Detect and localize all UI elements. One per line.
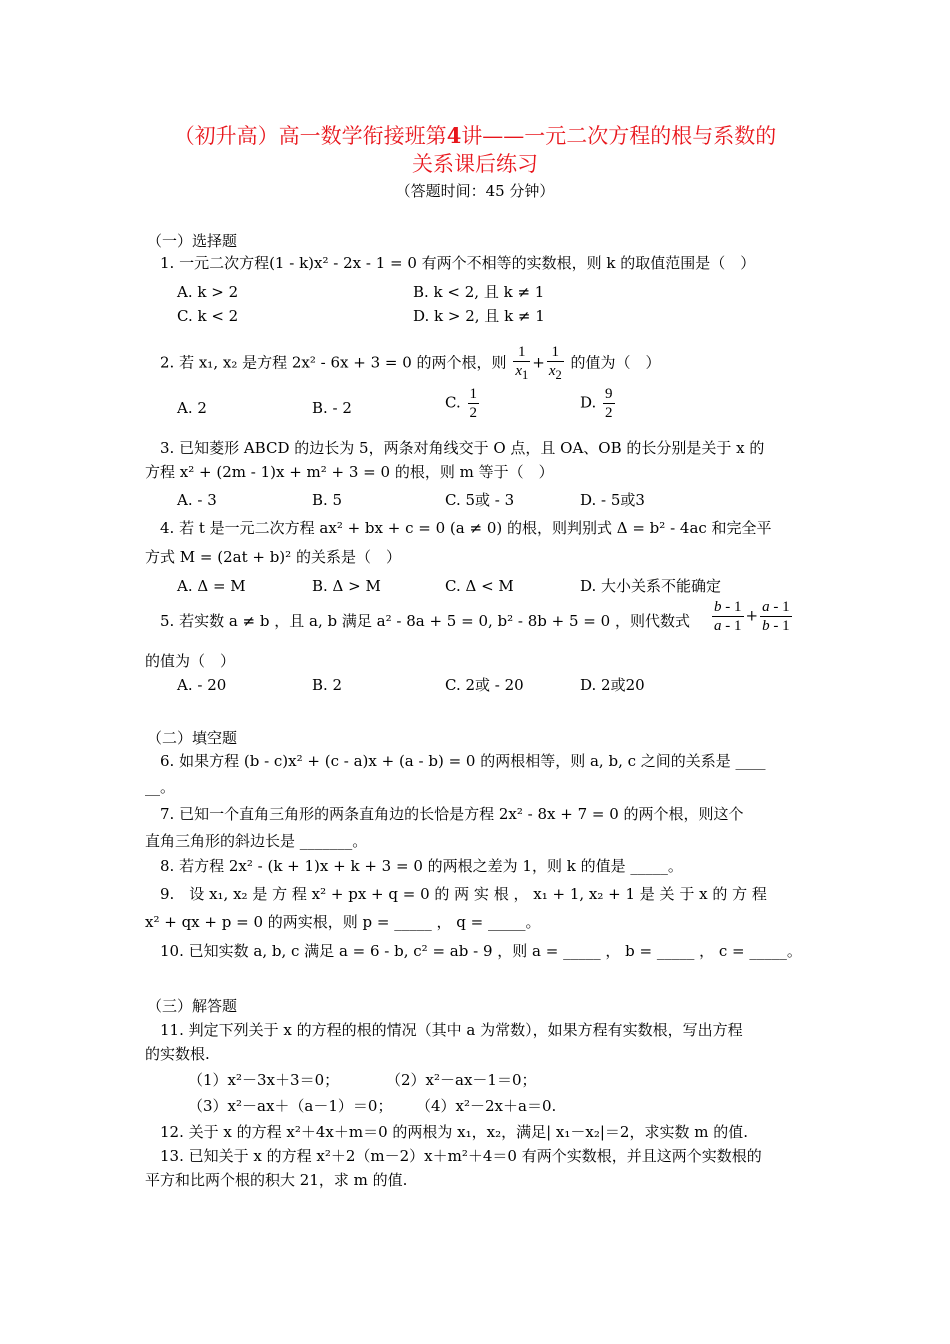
section-solve: （三）解答题 <box>147 997 238 1015</box>
q4-line-1: 4. 若 t 是一元二次方程 ax² + bx + c = 0 (a ≠ 0) 的根，则判别式 Δ = b² - 4ac 和完全平 <box>160 519 772 537</box>
q12: 12. 关于 x 的方程 x²＋4x＋m＝0 的两根为 x₁，x₂，满足| x₁－x₂|＝2，求实数 m 的值. <box>160 1123 749 1141</box>
q7-line-2: 直角三角形的斜边长是 _______。 <box>145 832 368 850</box>
q13-line-2: 平方和比两个根的积大 21，求 m 的值. <box>145 1171 408 1189</box>
q11-part-4: （4）x²－2x＋a＝0. <box>416 1097 557 1115</box>
q2-option-d: D. $\frac{9}{2}$ <box>580 386 613 421</box>
q13-line-1: 13. 已知关于 x 的方程 x²＋2（m－2）x＋m²＋4＝0 有两个实数根，并且这两个实数根的 <box>160 1147 762 1165</box>
q4-option-d: D. 大小关系不能确定 <box>580 577 722 595</box>
q2-option-a: A. 2 <box>177 399 207 417</box>
q5-option-d: D. 2或20 <box>580 676 645 694</box>
q1-option-c: C. k < 2 <box>177 307 239 325</box>
q5-option-a: A. - 20 <box>177 676 227 694</box>
q1-option-b: B. k < 2, 且 k ≠ 1 <box>413 283 545 301</box>
q11-part-2: （2）x²－ax－1＝0； <box>386 1071 537 1089</box>
section-fill: （二）填空题 <box>147 729 238 747</box>
q3-option-c: C. 5或 - 3 <box>445 491 515 509</box>
q3-line-2: 方程 x² + (2m - 1)x + m² + 3 = 0 的根，则 m 等于（ ） <box>145 463 554 481</box>
q2-option-c: C. $\frac{1}{2}$ <box>445 386 477 421</box>
q8: 8. 若方程 2x² - (k + 1)x + k + 3 = 0 的两根之差为 1，则 k 的值是 _____。 <box>160 857 683 875</box>
q11-part-3: （3）x²－ax＋（a－1）＝0； <box>188 1097 393 1115</box>
section-choice: （一）选择题 <box>147 232 238 250</box>
q11-line-2: 的实数根. <box>145 1045 210 1063</box>
q7-line-1: 7. 已知一个直角三角形的两条直角边的长恰是方程 2x² - 8x + 7 = 0 的两个根，则这个 <box>160 805 744 823</box>
q9-line-1: 9. 设 x₁, x₂ 是 方 程 x² + px + q = 0 的 两 实 根 ， x₁ + 1, x₂ + 1 是 关 于 x 的 方 程 <box>160 885 767 903</box>
q3-option-a: A. - 3 <box>177 491 217 509</box>
q4-option-c: C. Δ < M <box>445 577 514 595</box>
title-line-2: 关系课后练习 <box>412 152 538 176</box>
q5-line-2: 的值为（ ） <box>145 652 236 670</box>
q3-line-1: 3. 已知菱形 ABCD 的边长为 5，两条对角线交于 O 点，且 OA、OB 的长分别是关于 x 的 <box>160 439 765 457</box>
page-title <box>130 122 820 178</box>
q4-line-2: 方式 M = (2at + b)² 的关系是（ ） <box>145 548 401 566</box>
q10: 10. 已知实数 a, b, c 满足 a = 6 - b, c² = ab - 9 ，则 a = _____ ， b = _____ ， c = _____。 <box>160 942 802 960</box>
q2-fraction-2: $\frac{1}{x_2}$ <box>548 344 562 382</box>
q5-expression: $\frac{b - 1}{a - 1}$ + $\frac{a - 1}{b - 1}$ <box>714 599 790 634</box>
q6-line-2: __。 <box>145 778 176 796</box>
q1-option-d: D. k > 2, 且 k ≠ 1 <box>413 307 545 325</box>
q5-option-c: C. 2或 - 20 <box>445 676 524 694</box>
q4-option-b: B. Δ > M <box>312 577 381 595</box>
q11-part-1: （1）x²－3x＋3＝0； <box>188 1071 340 1089</box>
q4-option-a: A. Δ = M <box>177 577 246 595</box>
q2-option-b: B. - 2 <box>312 399 352 417</box>
page-subtitle: （答题时间：45 分钟） <box>395 182 555 200</box>
q9-line-2: x² + qx + p = 0 的两实根，则 p = _____ ， q = _____。 <box>145 913 541 931</box>
title-line-1: （初升高）高一数学衔接班第4讲——一元二次方程的根与系数的 <box>173 123 777 148</box>
q5-line-1: 5. 若实数 a ≠ b ，且 a, b 满足 a² - 8a + 5 = 0, b² - 8b + 5 = 0 ，则代数式 <box>160 612 690 630</box>
q3-option-b: B. 5 <box>312 491 343 509</box>
q1-stem: 1. 一元二次方程(1 - k)x² - 2x - 1 = 0 有两个不相等的实数根，则 k 的取值范围是（ ） <box>160 254 756 272</box>
q11-line-1: 11. 判定下列关于 x 的方程的根的情况（其中 a 为常数），如果方程有实数根，写出方程 <box>160 1021 743 1039</box>
q2-stem: 2. 若 x₁, x₂ 是方程 2x² - 6x + 3 = 0 的两个根，则 $\frac{1}{x_1}$ + $\frac{1}{x_2}$ 的值为（ ） <box>160 344 661 382</box>
q3-option-d: D. - 5或3 <box>580 491 645 509</box>
q6-line-1: 6. 如果方程 (b - c)x² + (c - a)x + (a - b) = 0 的两根相等，则 a, b, c 之间的关系是 ____ <box>160 752 766 770</box>
q5-option-b: B. 2 <box>312 676 343 694</box>
q2-fraction-1: $\frac{1}{x_1}$ <box>515 344 529 382</box>
q1-option-a: A. k > 2 <box>177 283 239 301</box>
